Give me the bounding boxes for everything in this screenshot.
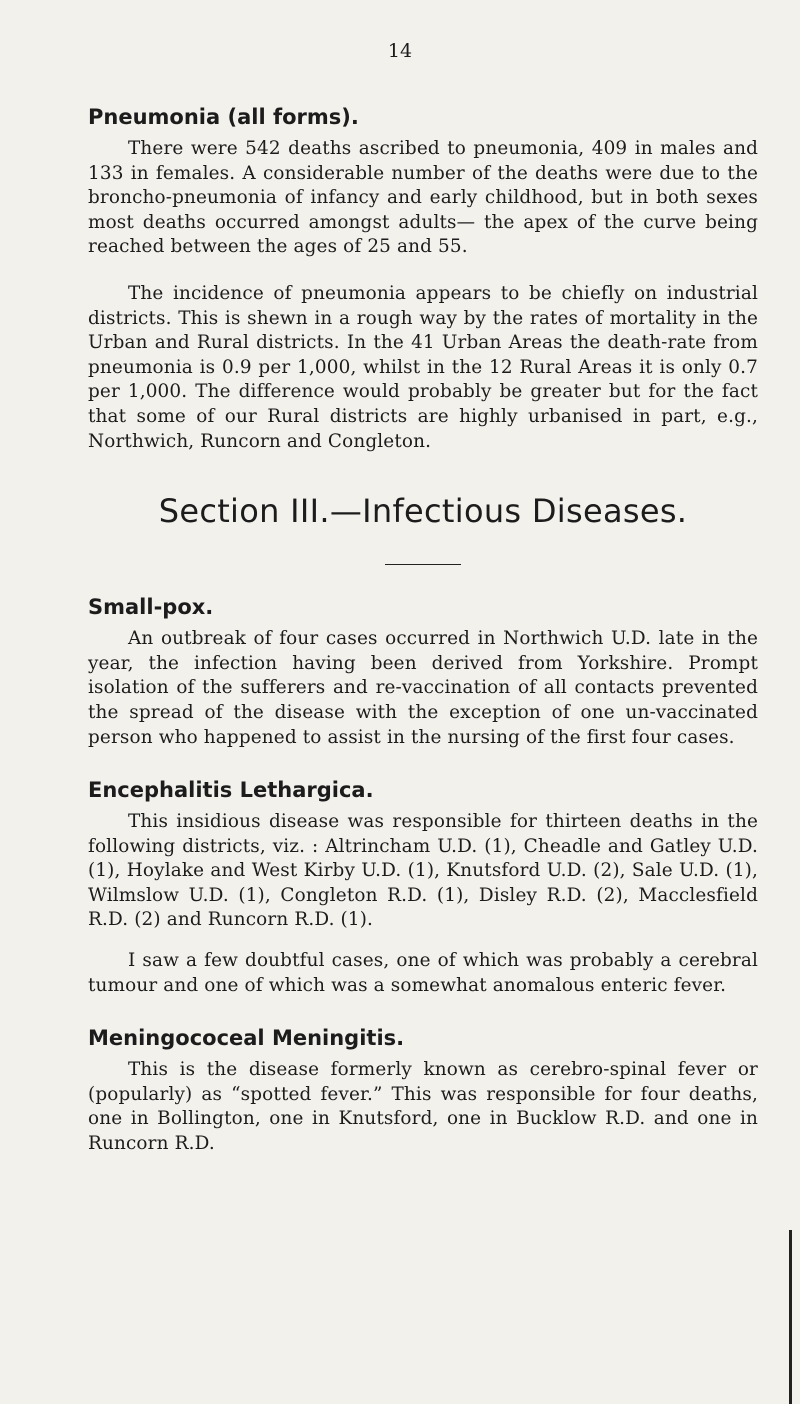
pneumonia-section (88, 105, 758, 454)
pneumonia-paragraph-2: The incidence of pneumonia appears to be chiefly on industrial districts. This is shewn in a rough way by the rates of mortality in the Urban and Rural districts. In the 41 Urban Areas the death-rate from pneumonia is 0.9 per 1,000, whilst in the 12 Rural Areas it is only 0.7 per 1,000. The difference would probably be greater but for the fact that some of our Rural districts are highly urbanised in part, e.g., Northwich, Runcorn and Congleton. (88, 282, 758, 452)
meningitis-paragraph-1: This is the disease formerly known as cerebro-spinal fever or (popularly) as “spotted fever.” This was responsible for four deaths, one in Bollington, one in Knutsford, one in Bucklow R.D. and one in Runcorn R.D. (88, 1059, 758, 1155)
encephalitis-paragraph-1: This insidious disease was responsible for thirteen deaths in the following districts, viz. : Altrincham U.D. (1), Cheadle and Gatley U.D. (1), Hoylake and West Kirby U.D. (1), Knutsford U.D. (2), Sale U.D. (1), Wilmslow U.D. (1), Congleton R.D. (1), Disley R.D. (2), Macclesfield R.D. (2) and Runcorn R.D. (1). (88, 811, 758, 931)
meningitis-section (88, 1026, 758, 1156)
scan-edge-shadow (789, 1230, 792, 1404)
pneumonia-paragraph-1: There were 542 deaths ascribed to pneumonia, 409 in males and 133 in females. A considerable number of the deaths were due to the broncho-pneumonia of infancy and early childhood, but in both sexes most deaths occurred amongst adults— the apex of the curve being reached between the ages of 25 and 55. (88, 138, 758, 258)
smallpox-heading: Small-pox. (88, 595, 214, 620)
encephalitis-section (88, 778, 758, 998)
page-number: 14 (387, 40, 413, 62)
section-title: Section III.—Infectious Diseases. (158, 492, 688, 531)
pneumonia-heading: Pneumonia (all forms). (88, 105, 359, 129)
encephalitis-heading: Encephalitis Lethargica. (88, 778, 374, 803)
page-content (88, 105, 758, 1157)
section-divider (385, 564, 461, 565)
meningitis-heading: Meningococeal Meningitis. (88, 1026, 405, 1051)
smallpox-section (88, 595, 758, 750)
smallpox-paragraph-1: An outbreak of four cases occurred in Northwich U.D. late in the year, the infection having been derived from Yorkshire. Prompt isolation of the sufferers and re-vaccination of all contacts prevented the spread of the disease with the exception of one un-vaccinated person who happened to assist in the nursing of the first four cases. (88, 628, 758, 748)
encephalitis-paragraph-2: I saw a few doubtful cases, one of which was probably a cerebral tumour and one of which was a somewhat anomalous enteric fever. (88, 950, 758, 996)
